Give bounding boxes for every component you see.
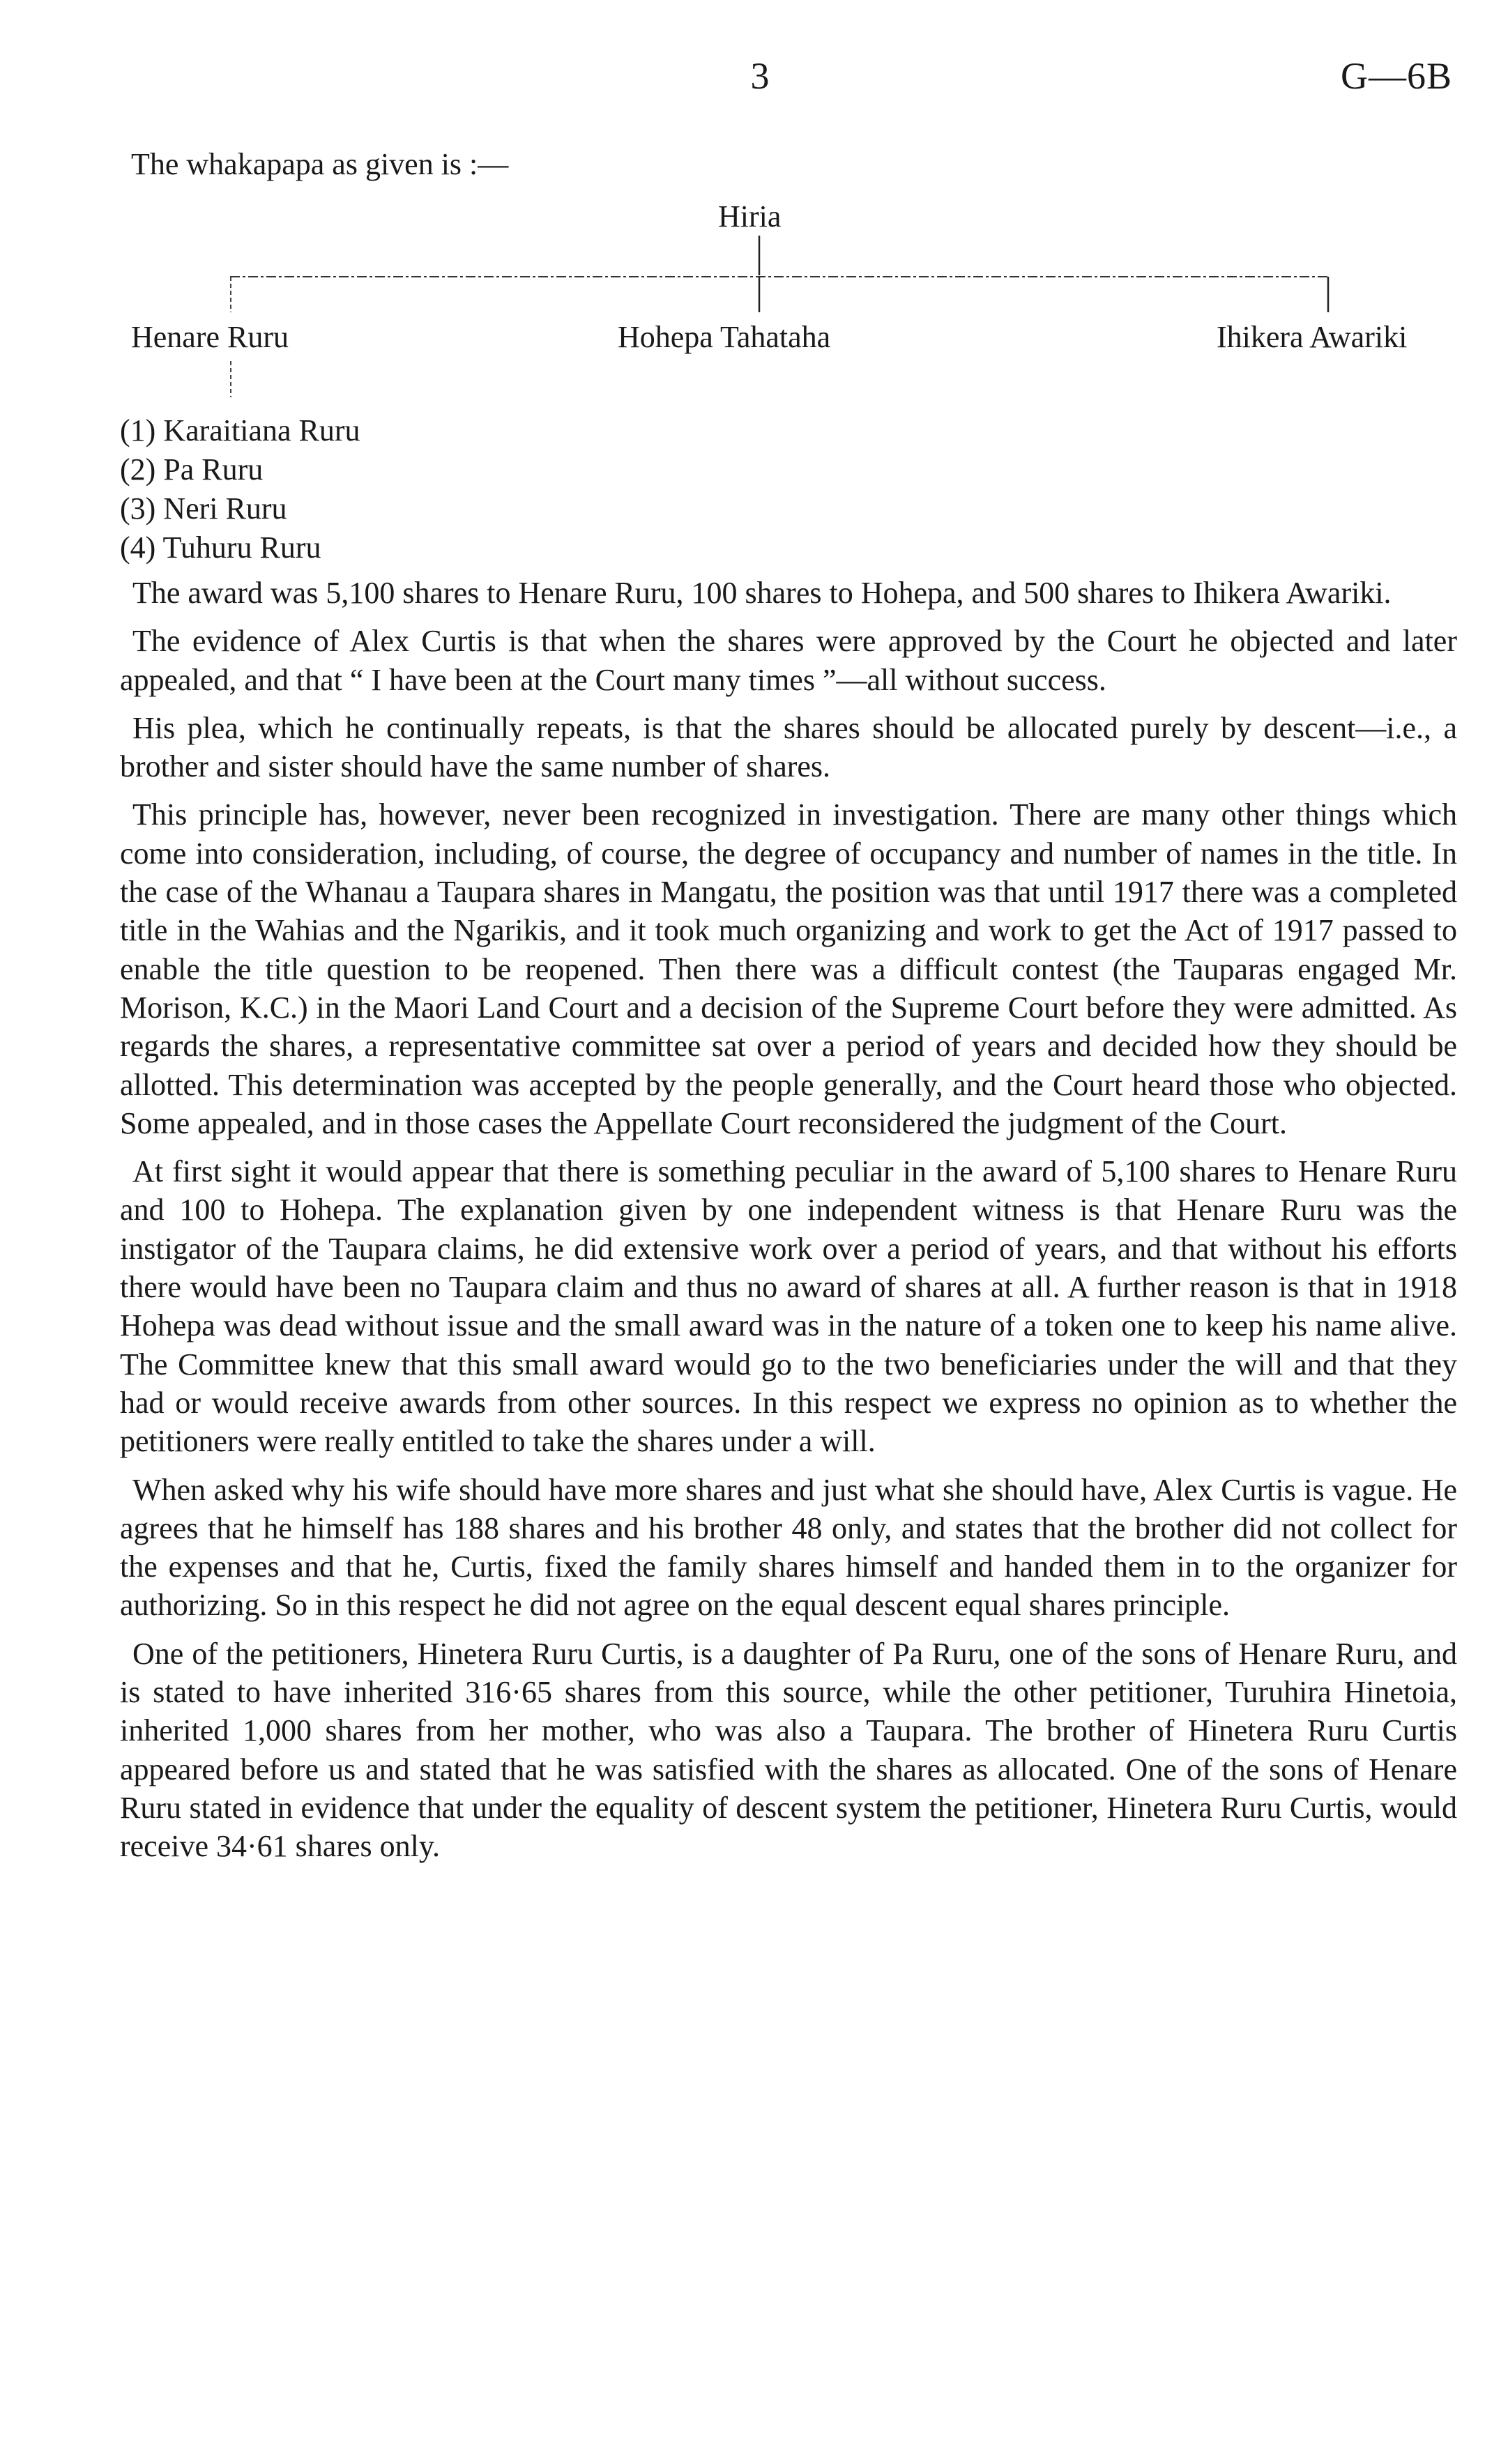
child-item: (2) Pa Ruru bbox=[120, 452, 264, 487]
henare-children-list bbox=[120, 411, 360, 567]
paragraph-evidence: The evidence of Alex Curtis is that when the shares were approved by the Court he objected and later appealed, and that “ I have been at the Court many times ”—all without success. bbox=[120, 624, 1457, 697]
tree-branch-ihikera: Ihikera Awariki bbox=[1217, 320, 1408, 354]
document-reference: G—6B bbox=[1340, 55, 1452, 97]
page-number: 3 bbox=[750, 55, 770, 97]
tree-branch-hohepa: Hohepa Tahataha bbox=[618, 320, 831, 354]
child-item: (4) Tuhuru Ruru bbox=[120, 530, 321, 565]
paragraph-plea: His plea, which he continually repeats, is that the shares should be allocated purely by descent—i.e., a brother and sister should have the same number of shares. bbox=[120, 710, 1457, 784]
tree-branch-henare: Henare Ruru bbox=[131, 320, 289, 354]
child-item: (3) Neri Ruru bbox=[120, 491, 287, 526]
whakapapa-intro: The whakapapa as given is :— bbox=[131, 147, 509, 181]
paragraph-principle: This principle has, however, never been recognized in investigation. There are many other things which come into consideration, including, of course, the degree of occupancy and number of names in the title. In the case of the Whanau a Taupara shares in Mangatu, the position was that until 1917 there was a completed title in the Wahias and the Ngarikis, and it took much organizing and work to get the Act of 1917 passed to enable the title question to be reopened. Then there was a difficult contest (the Tauparas engaged Mr. Morison, K.C.) in the Maori Land Court and a decision of the Supreme Court before they were admitted. As regards the shares, a representative committee sat over a period of years and decided how they should be allotted. This determination was accepted by the people generally, and the Court heard those who objected. Some appealed, and in those cases the Appellate Court reconsidered the judgment of the Court. bbox=[120, 797, 1457, 1140]
tree-root-name: Hiria bbox=[718, 199, 782, 234]
paragraph-when-asked: When asked why his wife should have more shares and just what she should have, Alex Curtis is vague. He agrees that he himself has 188 shares and his brother 48 only, and states that the brother did not collect for the expenses and that he, Curtis, fixed the family shares himself and handed them in to the organizer for authorizing. So in this respect he did not agree on the equal descent equal shares principle. bbox=[120, 1472, 1457, 1623]
paragraph-award: The award was 5,100 shares to Henare Ruru, 100 shares to Hohepa, and 500 shares to Ihikera Awariki. bbox=[132, 576, 1392, 610]
body-text bbox=[120, 574, 1457, 1876]
child-item: (1) Karaitiana Ruru bbox=[120, 413, 360, 447]
paragraph-petitioners: One of the petitioners, Hinetera Ruru Curtis, is a daughter of Pa Ruru, one of the sons of Henare Ruru, and is stated to have inherited 316·65 shares from this source, while the other petitioner, Turuhira Hinetoia, inherited 1,000 shares from her mother, who was also a Taupara. The brother of Hinetera Ruru Curtis appeared before us and stated that he was satisfied with the shares as allocated. One of the sons of Henare Ruru stated in evidence that under the equality of descent system the petitioner, Hinetera Ruru Curtis, would receive 34·61 shares only. bbox=[120, 1636, 1457, 1864]
paragraph-first-sight: At first sight it would appear that there is something peculiar in the award of 5,100 shares to Henare Ruru and 100 to Hohepa. The explanation given by one independent witness is that Henare Ruru was the instigator of the Taupara claims, he did extensive work over a period of years, and that without his efforts there would have been no Taupara claim and thus no award of shares at all. A further reason is that in 1918 Hohepa was dead without issue and the small award was in the nature of a token one to keep his name alive. The Committee knew that this small award would go to the two beneficiaries under the will and that they had or would receive awards from other sources. In this respect we express no opinion as to whether the petitioners were really entitled to take the shares under a will. bbox=[120, 1154, 1457, 1459]
